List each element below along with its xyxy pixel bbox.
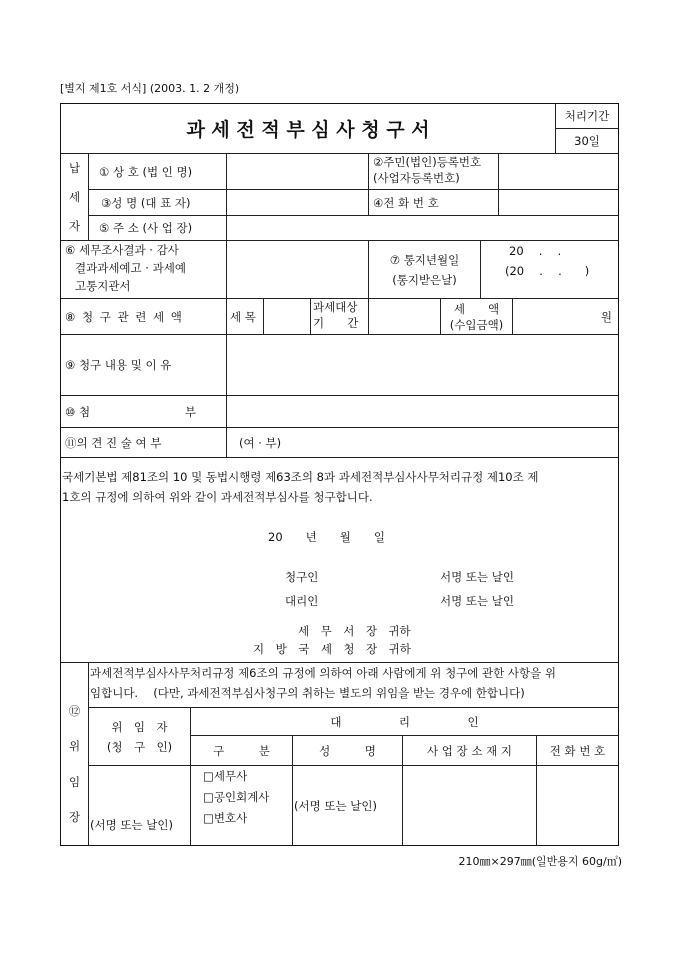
period-label bbox=[310, 298, 369, 335]
agent-phone-field[interactable] bbox=[536, 765, 619, 846]
label: 장 bbox=[68, 810, 81, 825]
agent-type-options bbox=[190, 765, 293, 846]
notice-office-label bbox=[60, 240, 227, 299]
checkbox-tax-accountant[interactable]: □세무사 bbox=[203, 769, 248, 783]
tax-amount-field[interactable] bbox=[512, 298, 619, 335]
label: 임 bbox=[68, 774, 81, 789]
delegator-label bbox=[88, 707, 191, 766]
label: ⑩ 첨 bbox=[65, 404, 91, 419]
statement-line: 국세기본법 제81조의 10 및 동법시행령 제63조의 8과 과세전적부심사사무처리규정 제10조 제 bbox=[62, 470, 539, 484]
agent-address-field[interactable] bbox=[402, 765, 537, 846]
label: (수입금액) bbox=[449, 317, 504, 332]
delegation-side-label bbox=[60, 662, 89, 846]
date-line: 20 년 월 일 bbox=[268, 530, 385, 544]
agent-header: 대 리 인 bbox=[190, 707, 619, 736]
label: 부 bbox=[184, 404, 196, 419]
agent-sign: 서명 또는 날인 bbox=[440, 594, 514, 608]
delegation-text bbox=[88, 662, 619, 708]
attachment-field[interactable] bbox=[226, 395, 619, 428]
label: 위 임 자 bbox=[111, 719, 168, 734]
checkbox-cpa[interactable]: □공인회계사 bbox=[203, 790, 270, 804]
form-title: 과 세 전 적 부 심 사 청 구 서 bbox=[60, 103, 556, 154]
col-address: 사 업 장 소 재 지 bbox=[402, 735, 537, 766]
col-name: 성 명 bbox=[292, 735, 403, 766]
label: ⑦ 통지년월일 bbox=[389, 252, 460, 267]
label: (통지받은날) bbox=[392, 272, 457, 287]
label: 위 bbox=[68, 739, 81, 754]
notice-office-field[interactable] bbox=[226, 240, 369, 299]
delegator-sign[interactable]: (서명 또는 날인) bbox=[88, 765, 191, 846]
tax-item-label: 세 목 bbox=[226, 298, 264, 335]
opinion-label: ⑪의 견 진 술 여 부 bbox=[60, 427, 227, 458]
name-label: ③성 명 (대 표 자) bbox=[88, 189, 227, 216]
label: ②주민(법인)등록번호 bbox=[373, 155, 482, 169]
period-field[interactable] bbox=[368, 298, 441, 335]
label: 자 bbox=[68, 218, 81, 233]
label: ⑥ 세무조사결과 · 감사 bbox=[65, 243, 179, 257]
notice-date-field[interactable] bbox=[480, 240, 619, 299]
label: 납 bbox=[68, 161, 81, 176]
label: ⑫ bbox=[68, 703, 81, 718]
date-value: (20 . . ) bbox=[505, 264, 590, 278]
checkbox-lawyer[interactable]: □변호사 bbox=[203, 811, 248, 825]
col-phone: 전 화 번 호 bbox=[536, 735, 619, 766]
text-line: 임합니다. (다만, 과세전적부심사청구의 취하는 별도의 위임을 받는 경우에 한합니다) bbox=[90, 686, 525, 700]
addressee-tax-office: 세 무 서 장 귀하 bbox=[298, 624, 411, 638]
label: (청 구 인) bbox=[106, 739, 173, 754]
company-label: ① 상 호 (법 인 명) bbox=[88, 153, 227, 190]
label: 세 액 bbox=[453, 301, 500, 316]
reg-no-label bbox=[368, 153, 499, 190]
processing-value: 30일 bbox=[555, 128, 619, 154]
attachment-label bbox=[60, 395, 227, 428]
claimant-sign: 서명 또는 날인 bbox=[440, 570, 514, 584]
statement-line: 1호의 규정에 의하여 위와 같이 과세전적부심사를 청구합니다. bbox=[62, 490, 373, 504]
label: (사업자등록번호) bbox=[373, 171, 460, 185]
company-field[interactable] bbox=[226, 153, 369, 190]
tax-amount-label bbox=[440, 298, 513, 335]
taxpayer-group bbox=[60, 153, 89, 241]
reg-no-field[interactable] bbox=[498, 153, 619, 190]
processing-label: 처리기간 bbox=[555, 103, 619, 129]
phone-field[interactable] bbox=[498, 189, 619, 216]
label: 기 간 bbox=[313, 316, 359, 330]
notice-date-label bbox=[368, 240, 481, 299]
label: 세 bbox=[68, 189, 81, 204]
phone-label: ④전 화 번 호 bbox=[368, 189, 499, 216]
reason-field[interactable] bbox=[226, 334, 619, 396]
address-field[interactable] bbox=[226, 215, 619, 241]
agent-label: 대리인 bbox=[285, 594, 319, 608]
col-category: 구 분 bbox=[190, 735, 293, 766]
agent-name-sign[interactable]: (서명 또는 날인) bbox=[292, 765, 403, 846]
tax-item-field[interactable] bbox=[263, 298, 311, 335]
label: 결과과세예고 · 과세예 bbox=[75, 261, 186, 275]
amount-label: ⑧ 청 구 관 련 세 액 bbox=[60, 298, 227, 335]
form-header: [별지 제1호 서식] (2003. 1. 2 개정) bbox=[60, 82, 240, 95]
addressee-regional-office: 지 방 국 세 청 장 귀하 bbox=[253, 642, 411, 656]
name-field[interactable] bbox=[226, 189, 369, 216]
address-label: ⑤ 주 소 (사 업 장) bbox=[88, 215, 227, 241]
label: 과세대상 bbox=[313, 300, 358, 314]
reason-label: ⑨ 청구 내용 및 이 유 bbox=[60, 334, 227, 396]
label: 고통지관서 bbox=[75, 279, 131, 293]
unit: 원 bbox=[600, 309, 612, 324]
claimant-label: 청구인 bbox=[285, 570, 319, 584]
paper-spec: 210㎜×297㎜(일반용지 60g/㎡) bbox=[458, 855, 622, 868]
opinion-field[interactable]: (여 · 부) bbox=[226, 427, 619, 458]
text-line: 과세전적부심사사무처리규정 제6조의 규정에 의하여 아래 사람에게 위 청구에 관한 사항을 위 bbox=[90, 666, 557, 680]
date-value: 20 . . bbox=[509, 244, 562, 258]
